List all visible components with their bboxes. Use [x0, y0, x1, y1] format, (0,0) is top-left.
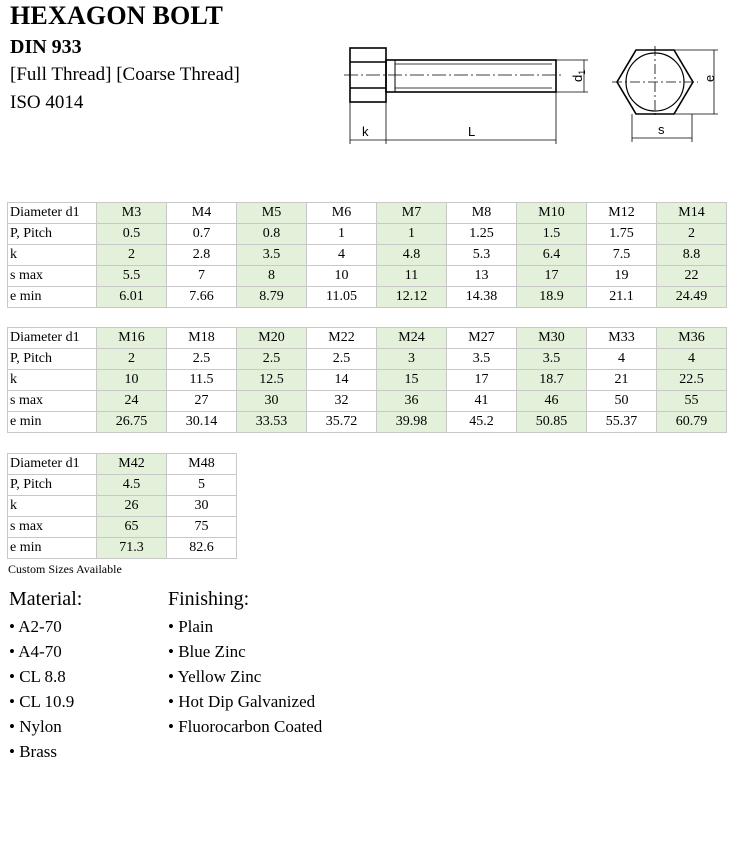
- pitch-row: [8, 349, 727, 370]
- k-row: [8, 370, 727, 391]
- table-cell: 22: [657, 266, 727, 287]
- table-cell: M30: [517, 328, 587, 349]
- row-label: P, Pitch: [8, 349, 97, 370]
- table-cell: 4: [657, 349, 727, 370]
- material-heading: Material:: [9, 588, 83, 610]
- pitch-row: [8, 475, 237, 496]
- table-cell: 1: [307, 224, 377, 245]
- diameter-row: [8, 454, 237, 475]
- label-L: L: [468, 124, 476, 139]
- table-cell: 2.8: [167, 245, 237, 266]
- k-row: [8, 496, 237, 517]
- spec-table-1: [7, 202, 727, 308]
- table-cell: 7.5: [587, 245, 657, 266]
- s-max-row: [8, 391, 727, 412]
- finishing-item: • Fluorocarbon Coated: [168, 714, 322, 739]
- row-label: e min: [8, 538, 97, 559]
- material-section: [9, 588, 82, 764]
- table-cell: 12.5: [237, 370, 307, 391]
- row-label: k: [8, 245, 97, 266]
- material-item: • CL 8.8: [9, 664, 82, 689]
- finishing-item: • Blue Zinc: [168, 639, 322, 664]
- table-cell: 5.3: [447, 245, 517, 266]
- table-cell: 11: [377, 266, 447, 287]
- table-cell: 27: [167, 391, 237, 412]
- label-e: e: [702, 74, 717, 82]
- table-cell: 3: [377, 349, 447, 370]
- bolt-side-view: [344, 48, 588, 144]
- diameter-row: [8, 203, 727, 224]
- table-cell: 21: [587, 370, 657, 391]
- table-cell: 2.5: [237, 349, 307, 370]
- table-cell: M12: [587, 203, 657, 224]
- table-cell: 10: [307, 266, 377, 287]
- table-cell: 4: [587, 349, 657, 370]
- label-s: s: [658, 122, 665, 137]
- table-cell: M14: [657, 203, 727, 224]
- row-label: e min: [8, 287, 97, 308]
- table-cell: 3.5: [517, 349, 587, 370]
- table-cell: 71.3: [97, 538, 167, 559]
- table-cell: 32: [307, 391, 377, 412]
- table-cell: M6: [307, 203, 377, 224]
- iso-label: ISO 4014: [10, 92, 84, 113]
- table-cell: M18: [167, 328, 237, 349]
- table-cell: 21.1: [587, 287, 657, 308]
- table-cell: 17: [447, 370, 517, 391]
- table-cell: 41: [447, 391, 517, 412]
- table-cell: M27: [447, 328, 517, 349]
- pitch-row: [8, 224, 727, 245]
- finishing-section: [168, 588, 322, 739]
- material-list: [9, 614, 82, 764]
- table-cell: 30.14: [167, 412, 237, 433]
- table-cell: 75: [167, 517, 237, 538]
- table-cell: 2: [97, 349, 167, 370]
- table-cell: 3.5: [447, 349, 517, 370]
- table-cell: 50: [587, 391, 657, 412]
- table-cell: 26.75: [97, 412, 167, 433]
- table-cell: 2: [657, 224, 727, 245]
- bolt-shank-outline: [386, 60, 556, 92]
- table-cell: M5: [237, 203, 307, 224]
- table-cell: 65: [97, 517, 167, 538]
- row-label: k: [8, 370, 97, 391]
- table-cell: M8: [447, 203, 517, 224]
- row-label: s max: [8, 391, 97, 412]
- table-cell: M36: [657, 328, 727, 349]
- table-cell: 18.9: [517, 287, 587, 308]
- row-label: Diameter d1: [8, 454, 97, 475]
- e-min-row: [8, 287, 727, 308]
- table-cell: 13: [447, 266, 517, 287]
- s-max-row: [8, 266, 727, 287]
- table-cell: 45.2: [447, 412, 517, 433]
- table-cell: 22.5: [657, 370, 727, 391]
- table-cell: 1.75: [587, 224, 657, 245]
- table-cell: 5: [167, 475, 237, 496]
- table-cell: 36: [377, 391, 447, 412]
- e-min-row: [8, 412, 727, 433]
- table-cell: 0.7: [167, 224, 237, 245]
- spec-table-2: [7, 327, 727, 433]
- table-cell: 18.7: [517, 370, 587, 391]
- table-cell: 8.79: [237, 287, 307, 308]
- table-cell: 1.25: [447, 224, 517, 245]
- row-label: Diameter d1: [8, 328, 97, 349]
- table-cell: 30: [237, 391, 307, 412]
- table-cell: 33.53: [237, 412, 307, 433]
- table-cell: 1: [377, 224, 447, 245]
- table-cell: 24: [97, 391, 167, 412]
- table-cell: 0.5: [97, 224, 167, 245]
- table-cell: 39.98: [377, 412, 447, 433]
- row-label: k: [8, 496, 97, 517]
- table-cell: M16: [97, 328, 167, 349]
- material-item: • Nylon: [9, 714, 82, 739]
- table-cell: 82.6: [167, 538, 237, 559]
- thread-type: [Full Thread] [Coarse Thread]: [10, 64, 240, 85]
- material-item: • A4-70: [9, 639, 82, 664]
- table-cell: 19: [587, 266, 657, 287]
- table-cell: 60.79: [657, 412, 727, 433]
- finishing-item: • Yellow Zinc: [168, 664, 322, 689]
- label-d1-main: d: [570, 74, 585, 82]
- table-cell: M48: [167, 454, 237, 475]
- table-cell: M24: [377, 328, 447, 349]
- table-cell: 17: [517, 266, 587, 287]
- table-cell: M3: [97, 203, 167, 224]
- table-cell: M7: [377, 203, 447, 224]
- table-cell: 3.5: [237, 245, 307, 266]
- table-cell: 1.5: [517, 224, 587, 245]
- table-cell: M20: [237, 328, 307, 349]
- table-cell: M33: [587, 328, 657, 349]
- table-cell: 24.49: [657, 287, 727, 308]
- table-cell: 0.8: [237, 224, 307, 245]
- standard-label: DIN 933: [10, 36, 82, 58]
- custom-sizes-note: Custom Sizes Available: [8, 562, 122, 576]
- table-cell: 7: [167, 266, 237, 287]
- row-label: Diameter d1: [8, 203, 97, 224]
- table-cell: 15: [377, 370, 447, 391]
- table-cell: M4: [167, 203, 237, 224]
- finishing-heading: Finishing:: [168, 588, 250, 610]
- table-cell: 4: [307, 245, 377, 266]
- table-cell: 14.38: [447, 287, 517, 308]
- label-d1: [570, 70, 587, 82]
- finishing-item: • Plain: [168, 614, 322, 639]
- bolt-drawing: [340, 38, 725, 150]
- spec-table-3: [7, 453, 237, 559]
- table-cell: 6.01: [97, 287, 167, 308]
- finishing-item: • Hot Dip Galvanized: [168, 689, 322, 714]
- k-row: [8, 245, 727, 266]
- finishing-list: [168, 614, 322, 739]
- table-cell: 11.5: [167, 370, 237, 391]
- table-cell: 14: [307, 370, 377, 391]
- table-cell: 4.8: [377, 245, 447, 266]
- table-cell: M10: [517, 203, 587, 224]
- table-cell: 30: [167, 496, 237, 517]
- s-max-row: [8, 517, 237, 538]
- table-cell: 12.12: [377, 287, 447, 308]
- table-cell: 50.85: [517, 412, 587, 433]
- table-cell: 2.5: [167, 349, 237, 370]
- table-cell: 8.8: [657, 245, 727, 266]
- table-cell: M42: [97, 454, 167, 475]
- page-title: HEXAGON BOLT: [10, 1, 224, 30]
- table-cell: 35.72: [307, 412, 377, 433]
- table-cell: 55.37: [587, 412, 657, 433]
- row-label: s max: [8, 517, 97, 538]
- table-cell: 11.05: [307, 287, 377, 308]
- diameter-row: [8, 328, 727, 349]
- table-cell: 5.5: [97, 266, 167, 287]
- bolt-top-view: [612, 46, 718, 142]
- label-d1-sub: 1: [577, 69, 587, 75]
- row-label: P, Pitch: [8, 224, 97, 245]
- material-item: • Brass: [9, 739, 82, 764]
- table-cell: 4.5: [97, 475, 167, 496]
- table-cell: 8: [237, 266, 307, 287]
- table-cell: 2: [97, 245, 167, 266]
- material-item: • CL 10.9: [9, 689, 82, 714]
- row-label: e min: [8, 412, 97, 433]
- table-cell: 6.4: [517, 245, 587, 266]
- row-label: s max: [8, 266, 97, 287]
- table-cell: M22: [307, 328, 377, 349]
- label-k: k: [362, 124, 369, 139]
- table-cell: 2.5: [307, 349, 377, 370]
- table-cell: 7.66: [167, 287, 237, 308]
- e-min-row: [8, 538, 237, 559]
- table-cell: 26: [97, 496, 167, 517]
- table-cell: 46: [517, 391, 587, 412]
- table-cell: 10: [97, 370, 167, 391]
- table-cell: 55: [657, 391, 727, 412]
- row-label: P, Pitch: [8, 475, 97, 496]
- material-item: • A2-70: [9, 614, 82, 639]
